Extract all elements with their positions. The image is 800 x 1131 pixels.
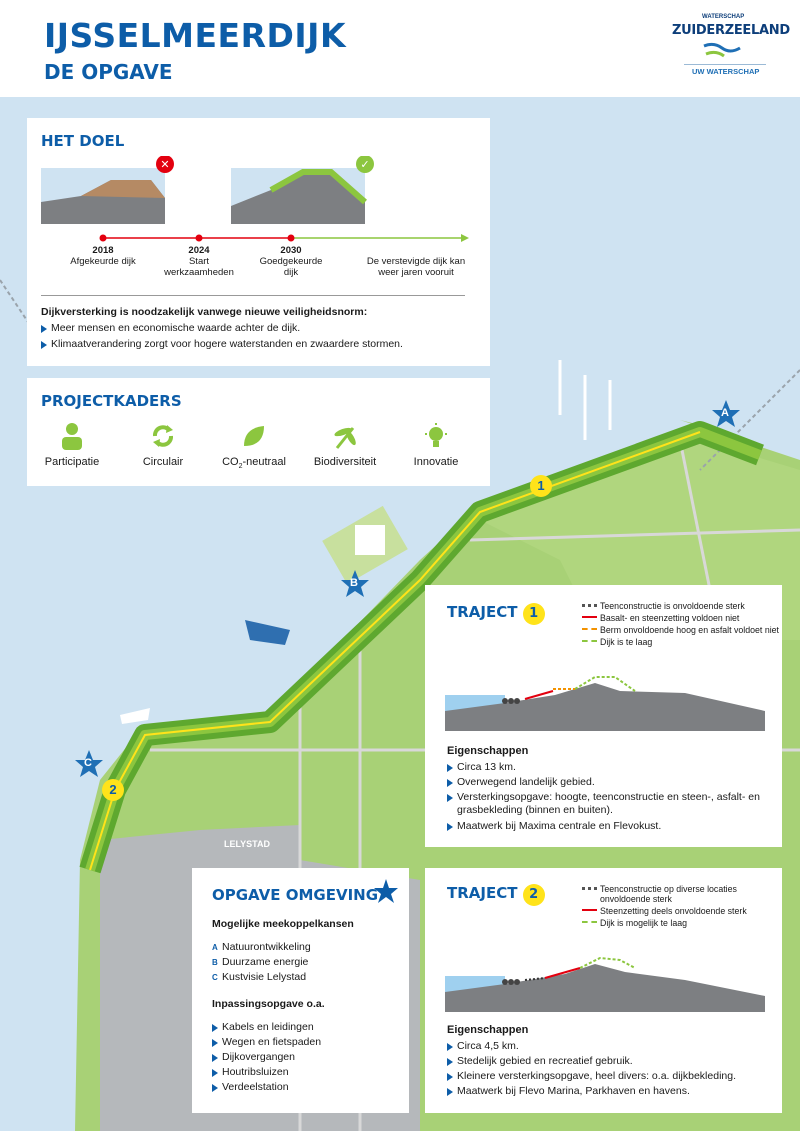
omgeving-title: OPGAVE OMGEVING [212, 886, 379, 904]
doel-card [27, 118, 490, 366]
timeline-future: De verstevigde dijk kan weer jaren vooruit [366, 256, 466, 278]
traject-2-card: TRAJECT 2 Teenconstructie op diverse locaties onvoldoende sterk Steenzetting deels onvoldoende sterk Dijk is mogelijk te laag Eigenschappen Circa 4,5 km. Stedelijk gebied en recreatief gebruik. Kleinere versterkingsopgave, heel divers: o.a. dijkbekleding. Maatwerk bij Flevo Marina, Parkhaven en havens. [425, 868, 782, 1113]
kader-circulair: Circulair [118, 422, 208, 468]
svg-text:✕: ✕ [160, 159, 170, 171]
inpassing-item: Dijkovergangen [212, 1051, 295, 1064]
svg-text:✓: ✓ [360, 159, 370, 171]
traject-2-profile [445, 956, 770, 1012]
inpassing-item: Verdeelstation [212, 1081, 289, 1094]
doel-title: HET DOEL [41, 132, 125, 150]
meekoppel-list [212, 940, 311, 985]
lightbulb-icon [422, 422, 450, 450]
timeline-2018: 2018 Afgekeurde dijk [70, 245, 136, 267]
city-label: LELYSTAD [224, 839, 271, 849]
kader-innovatie: Innovatie [391, 422, 481, 468]
traject-2-bullet: Maatwerk bij Flevo Marina, Parkhaven en havens. [447, 1085, 777, 1098]
dike-comparison [41, 156, 481, 246]
traject-1-card: TRAJECT 1 Teenconstructie is onvoldoende sterk Basalt- en steenzetting voldoen niet Berm onvoldoende hoog en asfalt voldoet niet Dijk is te laag Eigenschappen Circa 13 km. Overwegend landelijk gebied. Versterkingsopgave: hoogte, teenconstructie en steen-, asfalt- en grasbekleding (binnen en buiten). Maatwerk bij Maxima centrale en Flevokust. [425, 585, 782, 847]
inpassing-item: Kabels en leidingen [212, 1021, 314, 1034]
page-title: IJSSELMEERDIJK [44, 16, 347, 55]
star-icon [373, 878, 399, 904]
traject-2-title: TRAJECT 2 [447, 884, 545, 906]
traject-1-title: TRAJECT 1 [447, 603, 545, 625]
traject-2-bullet: Stedelijk gebied en recreatief gebruik. [447, 1055, 777, 1068]
traject-1-bullet: Versterkingsopgave: hoogte, teenconstructie en steen-, asfalt- en grasbekleding (binnen en buiten). [447, 791, 777, 817]
traject-2-bullet: Kleinere versterkingsopgave, heel divers: o.a. dijkbekleding. [447, 1070, 777, 1083]
traject-2-legend: Teenconstructie op diverse locaties onvoldoende sterk Steenzetting deels onvoldoende sterk Dijk is mogelijk te laag [582, 884, 780, 928]
meekoppel-item: A Natuurontwikkeling [212, 941, 311, 953]
kader-biodiversiteit: Biodiversiteit [300, 422, 390, 468]
projectkaders-card [27, 378, 490, 486]
logo: WATERSCHAP ZUIDERZEELAND UW WATERSCHAP [672, 14, 790, 76]
page-subtitle: DE OPGAVE [44, 60, 173, 84]
dragonfly-icon [331, 422, 359, 450]
header [0, 0, 800, 97]
marker-traject-1: 1 [530, 475, 552, 497]
timeline-2024: 2024 Start werkzaamheden [164, 245, 234, 278]
traject-1-bullet: Overwegend landelijk gebied. [447, 776, 777, 789]
marker-traject-2: 2 [102, 779, 124, 801]
meekoppel-item: B Duurzame energie [212, 956, 309, 968]
traject-1-legend: Teenconstructie is onvoldoende sterk Basalt- en steenzetting voldoen niet Berm onvoldoende hoog en asfalt voldoet niet Dijk is te laag [582, 601, 780, 647]
recycle-icon [149, 422, 177, 450]
meekoppel-item: C Kustvisie Lelystad [212, 971, 307, 983]
doel-bullet: Klimaatverandering zorgt voor hogere waterstanden en zwaardere stormen. [41, 338, 403, 351]
doel-bullet: Meer mensen en economische waarde achter de dijk. [41, 322, 300, 335]
traject-1-bullet: Circa 13 km. [447, 761, 777, 774]
traject-1-profile [445, 675, 770, 731]
inpassing-item: Wegen en fietspaden [212, 1036, 321, 1049]
map: 1 2 A B C LELYSTAD [0, 97, 800, 1131]
kader-participatie: Participatie [27, 422, 117, 468]
projectkaders-title: PROJECTKADERS [41, 392, 182, 410]
person-icon [59, 422, 85, 450]
traject-2-bullet: Circa 4,5 km. [447, 1040, 777, 1053]
timeline-2030: 2030 Goedgekeurde dijk [259, 245, 323, 278]
doel-intro: Dijkversterking is noodzakelijk vanwege nieuwe veiligheidsnorm: [41, 306, 368, 318]
leaf-icon [240, 422, 268, 450]
omgeving-card: OPGAVE OMGEVING Mogelijke meekoppelkansen A Natuurontwikkeling B Duurzame energie C Kustvisie Lelystad Inpassingsopgave o.a. Kabels en leidingen Wegen en fietspaden Dijkovergangen Houtribsluizen Verdeelstation [192, 868, 409, 1113]
inpassing-item: Houtribsluizen [212, 1066, 289, 1079]
wave-logo-icon [702, 40, 742, 62]
traject-1-bullet: Maatwerk bij Maxima centrale en Flevokust. [447, 820, 777, 833]
kader-co2: $CO_2$-neutraal [209, 422, 299, 470]
